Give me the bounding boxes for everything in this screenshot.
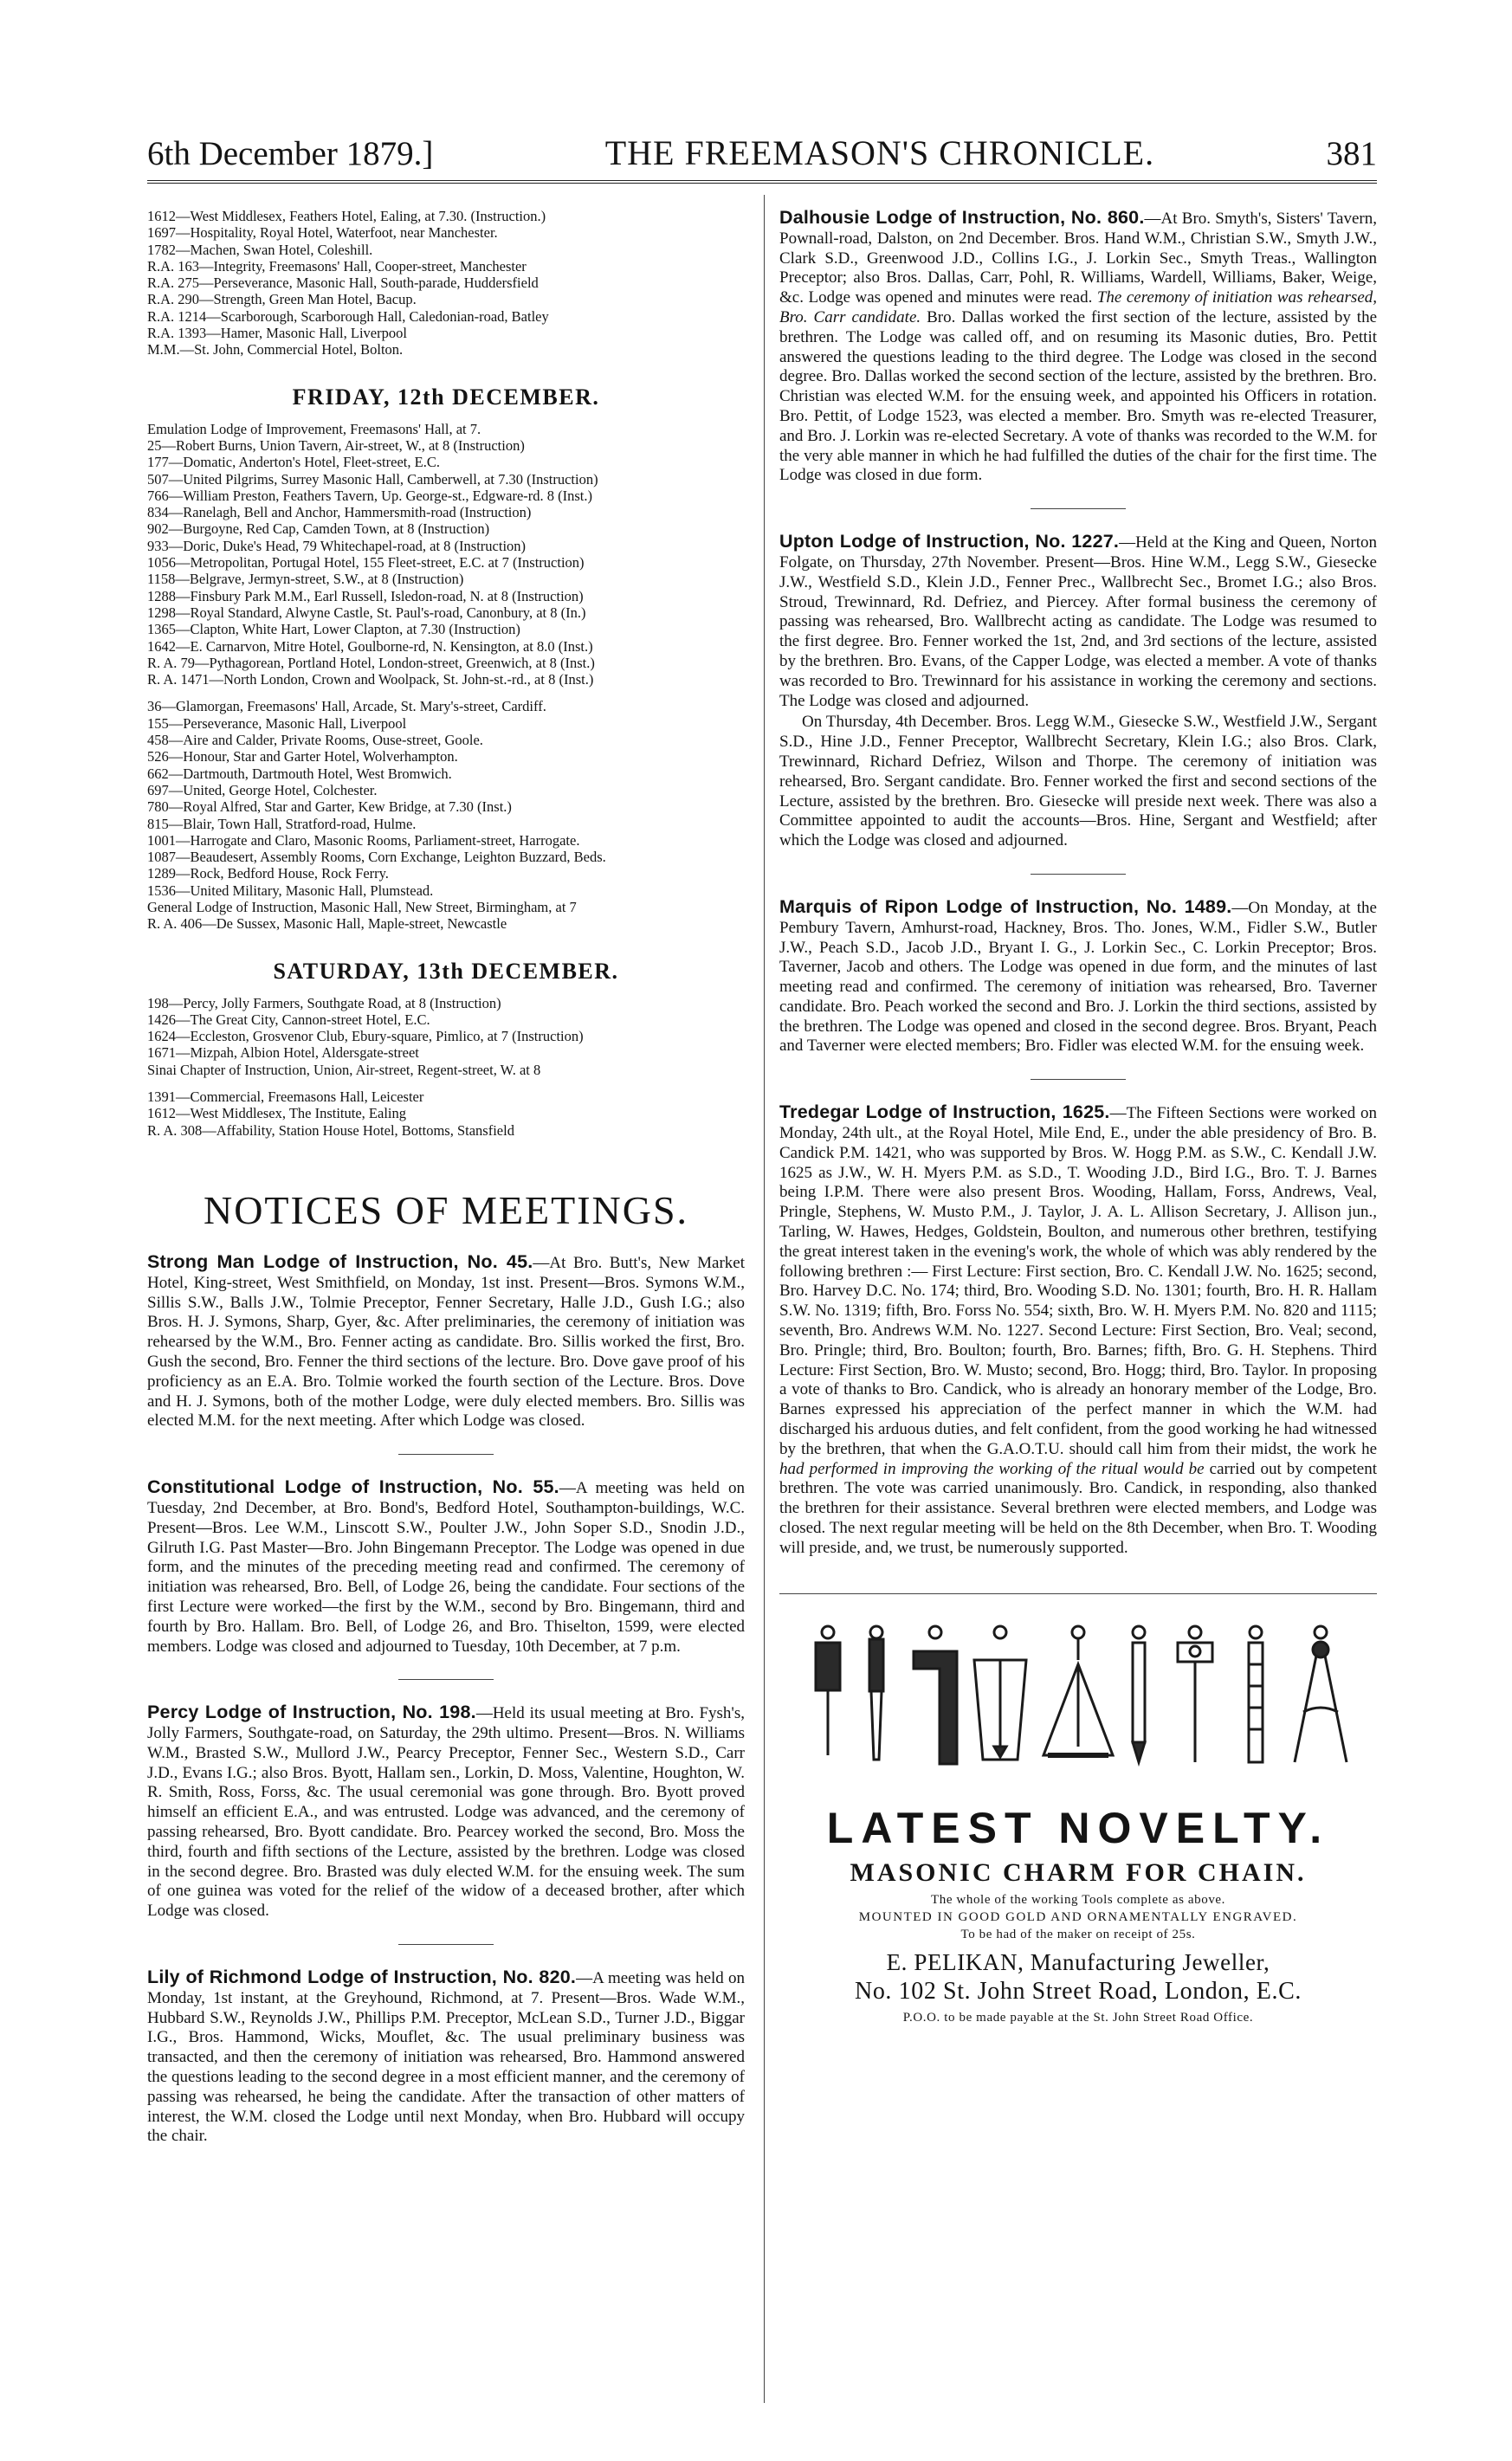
meeting-entry: 1536—United Military, Masonic Hall, Plumstead. <box>147 882 434 899</box>
meeting-entry: R.A. 290—Strength, Green Man Hotel, Bacup. <box>147 291 417 308</box>
report-paragraph <box>147 1702 745 1922</box>
ad-line-mounted: MOUNTED IN GOOD GOLD AND ORNAMENTALLY ENGRAVED. <box>858 1909 1298 1924</box>
ad-maker: E. PELIKAN, Manufacturing Jeweller, <box>886 1948 1270 1975</box>
meeting-entry: R.A. 163—Integrity, Freemasons' Hall, Cooper-street, Manchester <box>147 257 527 275</box>
lodge-report <box>147 1477 745 1657</box>
report-italic: The ceremony of initiation was rehearsed, Bro. Carr candidate. <box>779 288 1378 326</box>
gavel-icon <box>816 1626 840 1755</box>
report-paragraph <box>147 1967 745 2147</box>
report-title: Marquis of Ripon Lodge of Instruction, No. 1489. <box>779 895 1232 917</box>
meeting-entry: 1671—Mizpah, Albion Hotel, Aldersgate-street <box>147 1044 419 1062</box>
meeting-entry: R. A. 79—Pythagorean, Portland Hotel, London-street, Greenwich, at 8 (Inst.) <box>147 654 595 671</box>
meeting-entry: 1426—The Great City, Cannon-street Hotel, E.C. <box>147 1011 430 1028</box>
ad-address: No. 102 St. John Street Road, London, E.C. <box>855 1977 1302 2005</box>
ad-line-tools: The whole of the working Tools complete as above. <box>930 1892 1226 1907</box>
meeting-entry: 25—Robert Burns, Union Tavern, Air-street, W., at 8 (Instruction) <box>147 436 525 454</box>
page-header <box>147 130 1377 173</box>
report-body: —A meeting was held on Monday, 1st instant, at the Greyhound, Richmond, at 7. Present—Bros. Wade W.M., Hubbard S.W., Reynolds J.W., Phillips P.M. Preceptor, McLean S.D., Turner J.D., Biggar I.G., Bros. Hammond, Wicks, Mouflet, &c. The usual preliminary business was transacted, and then the ceremony of initiation was rehearsed, Bro. Hammond answered the questions leading to the second degree in a most efficient manner, and the ceremony of passing was rehearsed, he being the candidate. After the transaction of other matters of interest, the W.M. closed the Lodge until next Monday, when Bro. Hubbard will occupy the chair. <box>147 1969 745 2146</box>
meeting-entry: 766—William Preston, Feathers Tavern, Up. George-st., Edgware-rd. 8 (Inst.) <box>147 487 592 504</box>
section-divider <box>398 1679 494 1680</box>
meeting-entry: R.A. 275—Perseverance, Masonic Hall, South-parade, Huddersfield <box>147 275 539 292</box>
lodge-report <box>779 532 1377 851</box>
section-divider <box>398 1944 494 1945</box>
report-paragraph <box>779 532 1377 711</box>
right-notices <box>779 208 1377 1559</box>
meeting-entry: 1642—E. Carnarvon, Mitre Hotel, Goulborne-rd, N. Kensington, at 8.0 (Inst.) <box>147 637 593 655</box>
friday-london-list <box>147 421 745 688</box>
meeting-entry: 1391—Commercial, Freemasons Hall, Leicester <box>147 1088 424 1106</box>
meeting-entry: 1158—Belgrave, Jermyn-street, S.W., at 8 (Instruction) <box>147 571 464 588</box>
working-tools-charm-illustration <box>797 1617 1360 1781</box>
report-title: Dalhousie Lodge of Instruction, No. 860. <box>779 207 1145 228</box>
meeting-entry: 902—Burgoyne, Red Cap, Camden Town, at 8 (Instruction) <box>147 520 490 538</box>
left-column <box>147 208 745 2147</box>
issue-date: 6th December 1879.] <box>147 135 434 172</box>
lodge-report <box>779 1102 1377 1558</box>
right-column <box>779 208 1377 2028</box>
ad-subhead: MASONIC CHARM FOR CHAIN. <box>850 1857 1307 1887</box>
meeting-entry: 1087—Beaudesert, Assembly Rooms, Corn Exchange, Leighton Buzzard, Beds. <box>147 849 606 866</box>
meeting-entry: 1782—Machen, Swan Hotel, Coleshill. <box>147 241 373 258</box>
meeting-entry: R. A. 1471—North London, Crown and Woolpack, St. John-st.-rd., at 8 (Inst.) <box>147 671 594 688</box>
meeting-entry: 1612—West Middlesex, Feathers Hotel, Ealing, at 7.30. (Instruction.) <box>147 208 546 224</box>
meeting-entry: 1298—Royal Standard, Alwyne Castle, St. Paul's-road, Canonbury, at 8 (In.) <box>147 604 586 621</box>
meeting-entry: R.A. 1393—Hamer, Masonic Hall, Liverpool <box>147 325 407 342</box>
lodge-report <box>147 1967 745 2147</box>
meeting-entry: 458—Aire and Calder, Private Rooms, Ouse-street, Goole. <box>147 732 483 749</box>
meeting-entry: 1056—Metropolitan, Portugal Hotel, 155 Fleet-street, E.C. at 7 (Instruction) <box>147 554 585 572</box>
notices-heading: NOTICES OF MEETINGS. <box>203 1187 689 1232</box>
meeting-entry: 198—Percy, Jolly Farmers, Southgate Road, at 8 (Instruction) <box>147 994 501 1011</box>
report-body: —On Monday, at the Pembury Tavern, Amhurst-road, Hackney, Bros. Tho. Jones, W.M., Fidler S.W., Butler J.W., Peach S.D., Jacob J.D., Bryant I. G., J. Lorkin Sec., C. Lorkin Preceptor; Bros. Taverner, Jacob and others. The Lodge was opened in due form, and the minutes of last meeting read and confirmed. The ceremony of initiation was rehearsed, Bro. Taverner candidate. Bro. Peach worked the second and Bro. J. Lorkin the third sections, assisted by the brethren. The Lodge was opened and closed in the second degree. Bros. Bryant, Peach and Taverner were elected members; Bro. Fidler was elected W.M. for the ensuing week. <box>779 898 1377 1056</box>
column-divider <box>764 195 765 2403</box>
report-body: —At Bro. Butt's, New Market Hotel, King-street, West Smithfield, on Monday, 1st inst. Present—Bros. Symons W.M., Sillis S.W., Balls J.W., Tolmie Preceptor, Fenner Secretary, Halle J.D., Gush I.G.; also Bros. H. J. Symons, Sharp, Gyer, &c. After preliminaries, the ceremony of initiation was rehearsed by the W.M., Bro. Fenner acting as candidate. Bro. Sillis worked the first, Bro. Gush the second, Bro. Fenner the third sections of the lecture. Bro. Dove gave proof of his proficiency as an E.A. Bro. Tolmie worked the fourth section of the Lecture. Bros. Dove and H. J. Symons, both of the mother Lodge, were duly elected members. Bro. Sillis was elected M.M. for the next meeting. After which Lodge was closed. <box>147 1253 745 1431</box>
meeting-entry: 1697—Hospitality, Royal Hotel, Waterfoot, near Manchester. <box>147 224 498 242</box>
report-paragraph <box>779 208 1377 486</box>
meeting-entry: 834—Ranelagh, Bell and Anchor, Hammersmith-road (Instruction) <box>147 504 532 521</box>
ad-headline: LATEST NOVELTY. <box>826 1803 1330 1852</box>
lodge-report <box>779 208 1377 486</box>
ad-line-payment: P.O.O. to be made payable at the St. John Street Road Office. <box>902 2010 1254 2025</box>
ad-line-price: To be had of the maker on receipt of 25s. <box>960 1927 1196 1941</box>
meeting-entry: Emulation Lodge of Improvement, Freemasons' Hall, at 7. <box>147 420 481 437</box>
thursday-continued-list <box>147 208 745 358</box>
meeting-entry: 526—Honour, Star and Garter Hotel, Wolverhampton. <box>147 748 458 765</box>
report-sub-paragraph: On Thursday, 4th December. Bros. Legg W.M., Giesecke S.W., Westfield J.W., Sergant S.D., Hine J.D., Fenner Preceptor, Wallbrecht Secretary, Klein I.G.; also Bros. Clark, Trewinnard, Richard Defriez, Wilson and Thorpe. The ceremony of initiation was rehearsed, Bro. Sergant candidate. Bro. Fenner worked the first and second sections of the Lecture, assisted by the brethren. Bro. Giesecke will preside next week. There was also a Committee appointed to audit the accounts—Bros. Hine, Sergant and Westfield; after which the Lodge was closed and adjourned. <box>779 713 1377 850</box>
report-italic: had performed in improving the working of the ritual would be <box>779 1459 1205 1478</box>
report-title: Percy Lodge of Instruction, No. 198. <box>147 1702 476 1723</box>
meeting-entry: 780—Royal Alfred, Star and Garter, Kew Bridge, at 7.30 (Inst.) <box>147 798 512 816</box>
meeting-entry: 1288—Finsbury Park M.M., Earl Russell, Isledon-road, N. at 8 (Instruction) <box>147 587 584 604</box>
meeting-entry: 1624—Eccleston, Grosvenor Club, Ebury-square, Pimlico, at 7 (Instruction) <box>147 1028 584 1045</box>
report-body: —Held at the King and Queen, Norton Folgate, on Thursday, 27th November. Present—Bros. Hine W.M., Legg S.W., Giesecke J.W., Westfield S.D., Klein J.D., Fenner Prec., Wallbrecht Sec., Bromet I.G.; also Bros. Stroud, Trewinnard, Rd. Defriez, and Piercey. After formal business the ceremony of passing was rehearsed, Bro. Wallbrecht acting as candidate. The Lodge was resumed to the first degree. Bro. Fenner worked the 1st, 2nd, and 3rd sections of the lecture, assisted by the brethren. Bro. Evans, of the Capper Lodge, was elected a member. A vote of thanks was recorded to Bro. Trewinnard for his assistance in working the ceremony and sections. The Lodge was closed and adjourned. <box>779 533 1377 710</box>
report-body: —A meeting was held on Tuesday, 2nd December, at Bro. Bond's, Bedford Hotel, Southampton-buildings, W.C. Present—Bros. Lee W.M., Linscott S.W., Poulter J.W., John Soper S.D., Snodin J.D., Gilruth I.G. Past Master—Bro. John Bingemann Preceptor. The Lodge was opened in due form, and the minutes of the preceding meeting read and confirmed. The ceremony of initiation was rehearsed, Bro. Bell, of Lodge 26, being the candidate. Four sections of the first Lecture were worked—the first by the W.M., second by Bro. Bingemann, third and fourth by Bro. Hallam. Bro. Bell, of Lodge 26, and Bro. Thiselton, 1599, were elected members. Lodge was closed and adjourned to Tuesday, 10th December, at 7 p.m. <box>147 1479 745 1656</box>
report-paragraph <box>779 897 1377 1056</box>
skirret-icon <box>1178 1626 1212 1762</box>
lodge-report <box>147 1702 745 1922</box>
lodge-report <box>779 897 1377 1056</box>
saturday-heading: SATURDAY, 13th DECEMBER. <box>273 958 619 984</box>
section-divider <box>1031 508 1126 509</box>
meeting-entry: 1001—Harrogate and Claro, Masonic Rooms, Parliament-street, Harrogate. <box>147 831 580 849</box>
meeting-entry: 1365—Clapton, White Hart, Lower Clapton, at 7.30 (Instruction) <box>147 621 520 638</box>
meeting-entry: M.M.—St. John, Commercial Hotel, Bolton. <box>147 341 404 358</box>
saturday-provincial-list <box>147 1088 745 1139</box>
plumb-rule-icon <box>974 1626 1026 1760</box>
meeting-entry: 933—Doric, Duke's Head, 79 Whitechapel-road, at 8 (Instruction) <box>147 537 527 554</box>
meeting-entry: R. A. 308—Affability, Station House Hotel, Bottoms, Stansfield <box>147 1121 514 1139</box>
report-title: Strong Man Lodge of Instruction, No. 45. <box>147 1250 533 1272</box>
meeting-entry: 815—Blair, Town Hall, Stratford-road, Hulme. <box>147 815 417 832</box>
compasses-icon <box>1295 1626 1347 1762</box>
report-paragraph <box>147 1252 745 1431</box>
saturday-london-list <box>147 995 745 1078</box>
report-paragraph <box>779 1102 1377 1558</box>
advertisement <box>779 1593 1377 2025</box>
lodge-report <box>147 1252 745 1431</box>
meeting-entry: 36—Glamorgan, Freemasons' Hall, Arcade, St. Mary's-street, Cardiff. <box>147 698 546 715</box>
report-body-continued: carried out by competent brethren. The vote was carried unanimously. Bro. Candick, in responding, also thanked the brethren for their assistance. Several brethren were elected members, and Lodge was closed. The next regular meeting will be held on the 8th December, when Bro. T. Wooding will preside, and, we trust, be numerously supported. <box>779 1459 1377 1557</box>
meeting-entry: 507—United Pilgrims, Surrey Masonic Hall, Camberwell, at 7.30 (Instruction) <box>147 470 598 488</box>
meeting-entry: 662—Dartmouth, Dartmouth Hotel, West Bromwich. <box>147 765 452 782</box>
square-icon <box>914 1626 957 1764</box>
meeting-entry: Sinai Chapter of Instruction, Union, Air-street, Regent-street, W. at 8 <box>147 1061 541 1078</box>
meeting-entry: 177—Domatic, Anderton's Hotel, Fleet-street, E.C. <box>147 454 440 471</box>
gauge-icon <box>1249 1626 1263 1762</box>
meeting-entry: 155—Perseverance, Masonic Hall, Liverpool <box>147 714 407 732</box>
newspaper-title: THE FREEMASON'S CHRONICLE. <box>604 133 1155 172</box>
friday-heading: FRIDAY, 12th DECEMBER. <box>292 384 600 410</box>
level-icon <box>1044 1626 1113 1755</box>
page-number: 381 <box>1326 135 1377 172</box>
meeting-entry: 1612—West Middlesex, The Institute, Ealing <box>147 1105 406 1122</box>
report-body: —The Fifteen Sections were worked on Monday, 24th ult., at the Royal Hotel, Mile End, E., under the able presidency of Bro. B. Candick P.M. 1421, who was supported by Bros. W. Hogg P.M. as S.W., C. Kendall J.W. 1625 as J.W., W. H. Myers P.M. as S.D., T. Wooding J.D., Bird I.G., Bro. T. J. Barnes being I.P.M. There were also present Bros. Wooding, Hallam, Forss, Andrews, Veal, Pringle, Stephens, W. Musto P.M., J. Taylor, J. A. L. Allison Secretary, J. Allison jun., Tarling, W. Hawes, Hedges, Goldstein, Boulton, and numerous other brethren, testifying the great interest taken in the evening's work, the whole of which was ably rendered by the following brethren :— First Lecture: First section, Bro. C. Kendall J.W. No. 1625; second, Bro. Harvey D.C. No. 174; third, Bro. Wooding S.D. No. 1301; fourth, Bro. H. R. Hallam S.W. No. 1319; fifth, Bro. Forss No. 554; sixth, Bro. W. H. Myers P.M. No. 820 and 1115; seventh, Bro. Andrews W.M. No. 1227. Second Lecture: First Section, Bro. Veal; second, Bro. Pringle; third, Bro. Boulton; fourth, Bro. Barnes; fifth, Bro. G. H. Stephens. Third Lecture: First Section, Bro. W. Musto; second, Bro. Hogg; third, Bro. Taylor. In proposing a vote of thanks to Bro. Candick, who is already an honorary member of the Lodge, Bro. Barnes expressed his appreciation of the perfect manner in which the W.M. had discharged his arduous duties, and felt confident, from the good working he had witnessed by the brethren, that when the G.A.O.T.U. should call him from their midst, the work he <box>779 1104 1377 1458</box>
section-divider <box>1031 1079 1126 1080</box>
meeting-entry: 697—United, George Hotel, Colchester. <box>147 781 378 798</box>
left-notices <box>147 1252 745 2147</box>
report-body: —Held its usual meeting at Bro. Fysh's, Jolly Farmers, Southgate-road, on Saturday, the 29th ultimo. Present—Bros. N. Williams W.M., Brasted S.W., Mullord J.W., Pearcy Preceptor, Fenner Sec., Western S.D., Carr J.D., Evans I.G.; also Bros. Byott, Hallam sen., Lorkin, D. Moss, Valentine, Houghton, W. R. Smith, Ross, Forss, &c. The usual ceremonial was gone through. Bro. Byott proved himself an efficient E.A., and was entrusted. Lodge was advanced, and the ceremony of passing rehearsed, Bro. Byott candidate. Bro. Pearcey worked the second, Bro. Moss the third, fourth and fifth sections of the Lecture, assisted by the brethren. Lodge was closed in the second degree. Bro. Brasted was duly elected W.M. for the ensuing week. The sum of one guinea was voted for the relief of the widow of a deceased brother, after which Lodge was closed. <box>147 1704 746 1921</box>
friday-provincial-list <box>147 698 745 932</box>
report-body-continued: Bro. Dallas worked the first section of the lecture, assisted by the brethren. The Lodge was called off, and on resuming its Masonic duties, Bro. Pettit answered the questions leading to the third degree. The Lodge was closed in the second degree. Bro. Dallas worked the second section of the lecture, assisted by the brethren. Bro. Christian was elected W.M. for the ensuing week, and appointed his Officers in rotation. Bro. Pettit, of Lodge 1523, was elected a member. Bro. Smyth was re-elected Treasurer, and Bro. J. Lorkin was re-elected Secretary. A vote of thanks was recorded to the W.M. for the very able manner in which he had fulfilled the duties of the chair for the first time. The Lodge was closed in due form. <box>779 307 1377 485</box>
report-title: Lily of Richmond Lodge of Instruction, No. 820. <box>147 1967 577 1988</box>
header-rule <box>147 180 1377 186</box>
meeting-entry: 1289—Rock, Bedford House, Rock Ferry. <box>147 865 389 882</box>
section-divider <box>1031 874 1126 875</box>
report-paragraph <box>147 1477 745 1657</box>
meeting-entry: R. A. 406—De Sussex, Masonic Hall, Maple-street, Newcastle <box>147 915 507 933</box>
report-title: Upton Lodge of Instruction, No. 1227. <box>779 531 1120 552</box>
chisel-icon <box>869 1626 883 1760</box>
pencil-icon <box>1133 1626 1145 1762</box>
report-title: Tredegar Lodge of Instruction, 1625. <box>779 1101 1110 1123</box>
report-title: Constitutional Lodge of Instruction, No. 55. <box>147 1476 559 1498</box>
report-body: —At Bro. Smyth's, Sisters' Tavern, Pownall-road, Dalston, on 2nd December. Bros. Hand W.M., Christian S.W., Smyth J.W., Clark S.D., Greenwood J.D., Collins I.G., J. Lorkin Sec., Smyth Treas., Wallington Preceptor; also Bros. Dallas, Carr, Pohl, R. Williams, Wardell, Williams, Baker, Weige, &c. Lodge was opened and minutes were read. <box>779 210 1377 307</box>
meeting-entry: General Lodge of Instruction, Masonic Hall, New Street, Birmingham, at 7 <box>147 898 577 915</box>
section-divider <box>398 1454 494 1455</box>
meeting-entry: R.A. 1214—Scarborough, Scarborough Hall, Caledonian-road, Batley <box>147 307 549 325</box>
